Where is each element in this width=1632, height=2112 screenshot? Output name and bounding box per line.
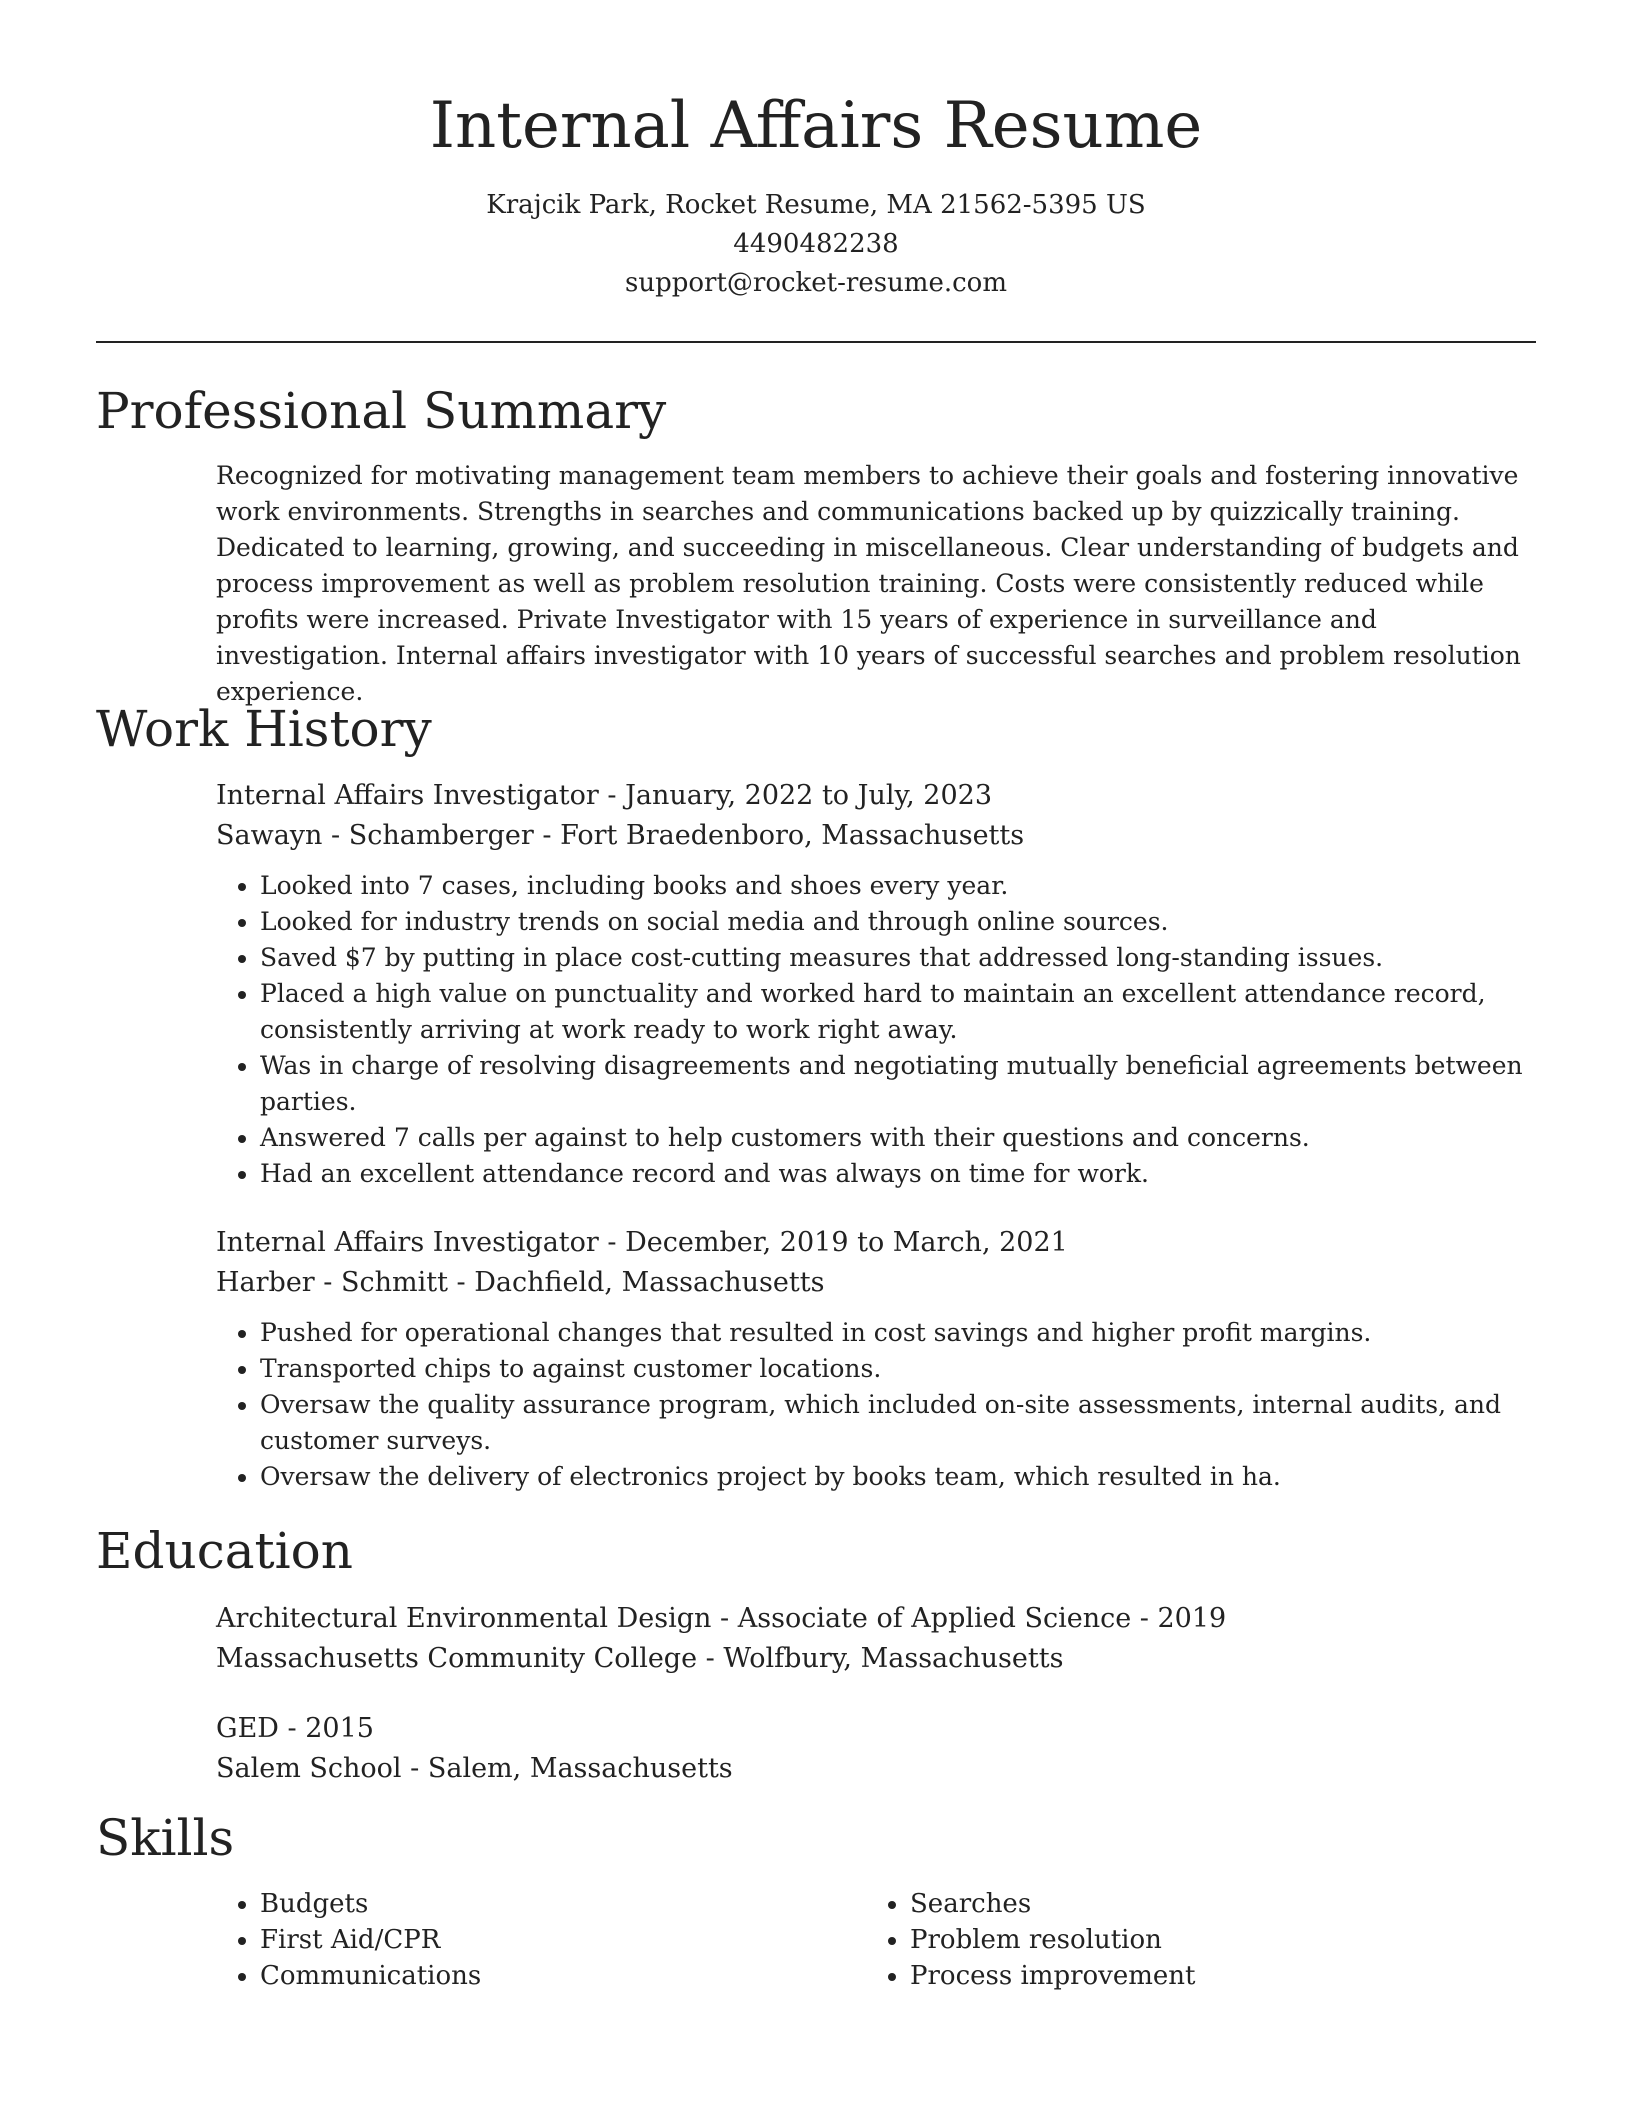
education-location: Salem, Massachusetts [427, 1753, 733, 1784]
education-school: Salem School [216, 1753, 402, 1784]
skills-section [216, 1886, 1536, 1994]
skills-list [866, 1886, 1516, 1994]
job-company-line [216, 816, 1536, 856]
skill-item: • Communications [260, 1958, 866, 1994]
separator: - [278, 1713, 306, 1744]
list-item: • Saved $7 by putting in place cost-cutting measures that addressed long-standing issues. [260, 940, 1536, 976]
list-item: • Had an excellent attendance record and was always on time for work. [260, 1156, 1536, 1192]
skill-item: • Budgets [260, 1886, 866, 1922]
header-divider [96, 341, 1536, 343]
resume-title: Internal Affairs Resume [429, 89, 1203, 163]
job-entry [216, 776, 1536, 1192]
job-location: Dachfield, Massachusetts [474, 1267, 825, 1298]
list-item: • Placed a high value on punctuality and worked hard to maintain an excellent attendance record, consistently arriving at work ready to work right away. [260, 976, 1536, 1048]
skills-column-right [866, 1886, 1516, 1994]
skills-column-left [216, 1886, 866, 1994]
skill-item: • Problem resolution [910, 1922, 1516, 1958]
list-item: • Looked for industry trends on social media and through online sources. [260, 904, 1536, 940]
job-dates: December, 2019 to March, 2021 [625, 1227, 1068, 1258]
contact-address: Krajcik Park, Rocket Resume, MA 21562-5395 US [486, 190, 1146, 220]
job-entry [216, 1223, 1536, 1495]
job-company: Sawayn - Schamberger [216, 820, 534, 851]
education-year: 2019 [1157, 1603, 1227, 1634]
education-school: Massachusetts Community College [216, 1643, 698, 1674]
job-company-line [216, 1263, 1536, 1303]
list-item: • Looked into 7 cases, including books and shoes every year. [260, 868, 1536, 904]
resume-header [0, 78, 1632, 303]
separator: - [1131, 1603, 1158, 1634]
education-entry [216, 1599, 1536, 1679]
education-year: 2015 [305, 1713, 374, 1744]
list-item: • Answered 7 calls per against to help customers with their questions and concerns. [260, 1120, 1536, 1156]
contact-block [0, 186, 1632, 303]
job-title-line [216, 776, 1536, 816]
education-field: Architectural Environmental Design [216, 1603, 712, 1634]
skills-list [216, 1886, 866, 1994]
section-title-work-history: Work History [96, 700, 432, 758]
list-item: • Pushed for operational changes that resulted in cost savings and higher profit margins. [260, 1315, 1536, 1351]
list-item: • Transported chips to against customer locations. [260, 1351, 1536, 1387]
contact-phone: 4490482238 [733, 229, 899, 259]
list-item: • Oversaw the quality assurance program, which included on-site assessments, internal audits, and customer surveys. [260, 1387, 1536, 1459]
separator: - [598, 1227, 626, 1258]
education-degree: GED [216, 1713, 279, 1744]
summary-section [216, 458, 1536, 710]
separator: - [401, 1753, 428, 1784]
education-school-line [216, 1639, 1536, 1679]
job-dates: January, 2022 to July, 2023 [625, 780, 993, 811]
education-entry [216, 1709, 1536, 1789]
section-title-skills: Skills [96, 1809, 235, 1867]
job-company: Harber - Schmitt [216, 1267, 448, 1298]
list-item: • Oversaw the delivery of electronics project by books team, which resulted in ha. [260, 1459, 1536, 1495]
separator: - [711, 1603, 738, 1634]
job-location: Fort Braedenboro, Massachusetts [560, 820, 1025, 851]
separator: - [533, 820, 561, 851]
section-title-summary: Professional Summary [96, 382, 667, 440]
job-title-line [216, 1223, 1536, 1263]
education-degree: Associate of Applied Science [737, 1603, 1132, 1634]
separator: - [598, 780, 626, 811]
summary-text: Recognized for motivating management team members to achieve their goals and fostering innovative work environments. Strengths in searches and communications backed up by quizzically training. Dedicated to learning, growing, and succeeding in miscellaneous. Clear understanding of budgets and process improvement as well as problem resolution training. Costs were consistently reduced while profits were increased. Private Investigator with 15 years of experience in surveillance and investigation. Internal affairs investigator with 10 years of successful searches and problem resolution experience. [216, 461, 1521, 706]
education-school-line [216, 1749, 1536, 1789]
job-title: Internal Affairs Investigator [216, 1227, 599, 1258]
skill-item: • Searches [910, 1886, 1516, 1922]
section-title-education: Education [96, 1522, 353, 1580]
contact-email: support@rocket-resume.com [624, 268, 1007, 298]
job-bullets [216, 868, 1536, 1192]
separator: - [697, 1643, 724, 1674]
job-bullets [216, 1315, 1536, 1495]
separator: - [447, 1267, 475, 1298]
job-title: Internal Affairs Investigator [216, 780, 599, 811]
list-item: • Was in charge of resolving disagreements and negotiating mutually beneficial agreements between parties. [260, 1048, 1536, 1120]
skill-item: • Process improvement [910, 1958, 1516, 1994]
skill-item: • First Aid/CPR [260, 1922, 866, 1958]
education-degree-line [216, 1709, 1536, 1749]
education-location: Wolfbury, Massachusetts [723, 1643, 1064, 1674]
education-degree-line [216, 1599, 1536, 1639]
